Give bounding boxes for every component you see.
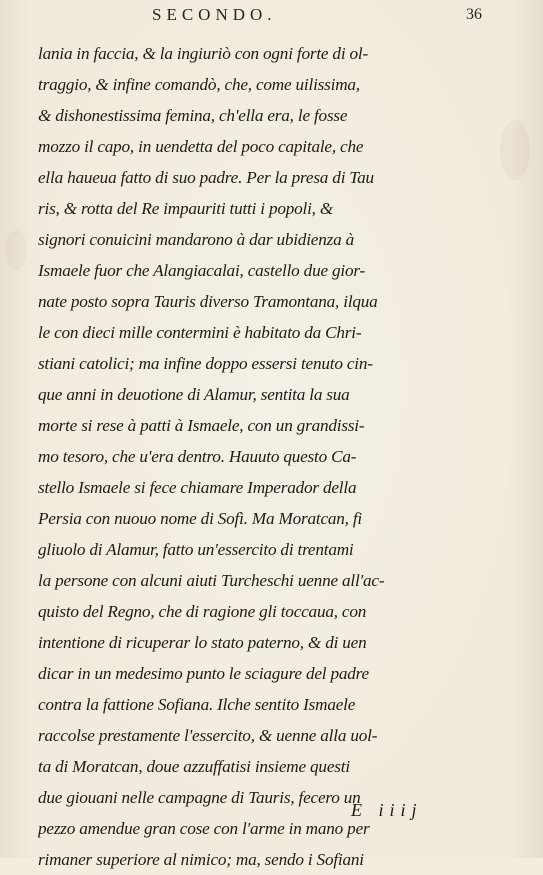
text-line: morte si rese à patti à Ismaele, con un grandissi- [38, 416, 365, 435]
text-line: raccolse prestamente l'essercito, & uenne alla uol- [38, 726, 378, 745]
text-line: lania in faccia, & la ingiuriò con ogni forte di ol- [38, 44, 368, 63]
text-line: pezzo amendue gran cose con l'arme in mano per [38, 819, 370, 838]
text-line: mo tesoro, che u'era dentro. Hauuto questo Ca- [38, 447, 357, 466]
text-line: contra la fattione Sofiana. Ilche sentito Ismaele [38, 695, 356, 714]
text-line: mozzo il capo, in uendetta del poco capitale, che [38, 137, 364, 156]
text-line: due giouani nelle campagne di Tauris, fecero un [38, 788, 361, 807]
text-line: gliuolo di Alamur, fatto un'essercito di trentami [38, 540, 354, 559]
running-head-title: SECONDO. [152, 5, 277, 24]
text-line: rimaner superiore al nimico; ma, sendo i Sofiani [38, 850, 364, 869]
text-line: que anni in deuotione di Alamur, sentita la sua [38, 385, 350, 404]
text-line: la persone con alcuni aiuti Turcheschi uenne all'ac- [38, 571, 385, 590]
text-line: & dishonestissima femina, ch'ella era, le fosse [38, 106, 348, 125]
text-line: stello Ismaele si fece chiamare Imperador della [38, 478, 357, 497]
signature-mark: E iiij [351, 800, 423, 820]
text-line: ta di Moratcan, doue azzuffatisi insieme questi [38, 757, 350, 776]
text-line: ris, & rotta del Re impauriti tutti i popoli, & [38, 199, 334, 218]
text-line: le con dieci mille contermini è habitato da Chri- [38, 323, 362, 342]
text-line: dicar in un medesimo punto le sciagure del padre [38, 664, 369, 683]
body-text [38, 38, 508, 875]
text-line: intentione di ricuperar lo stato paterno, & di uen [38, 633, 367, 652]
running-head [0, 5, 543, 33]
text-line: stiani catolici; ma infine doppo essersi tenuto cin- [38, 354, 373, 373]
page-number: 36 [466, 6, 482, 23]
text-line: quisto del Regno, che di ragione gli toccaua, con [38, 602, 367, 621]
text-line: signori conuicini mandarono à dar ubidienza à [38, 230, 354, 249]
text-line: Ismaele fuor che Alangiacalai, castello due gior- [38, 261, 366, 280]
text-line: ella haueua fatto di suo padre. Per la presa di Tau [38, 168, 374, 187]
paper-stain [5, 230, 27, 270]
text-line: Persia con nuouo nome di Sofì. Ma Moratcan, fi [38, 509, 363, 528]
text-line: traggio, & infine comandò, che, come uilissima, [38, 75, 360, 94]
text-line: nate posto sopra Tauris diverso Tramontana, ilqua [38, 292, 378, 311]
